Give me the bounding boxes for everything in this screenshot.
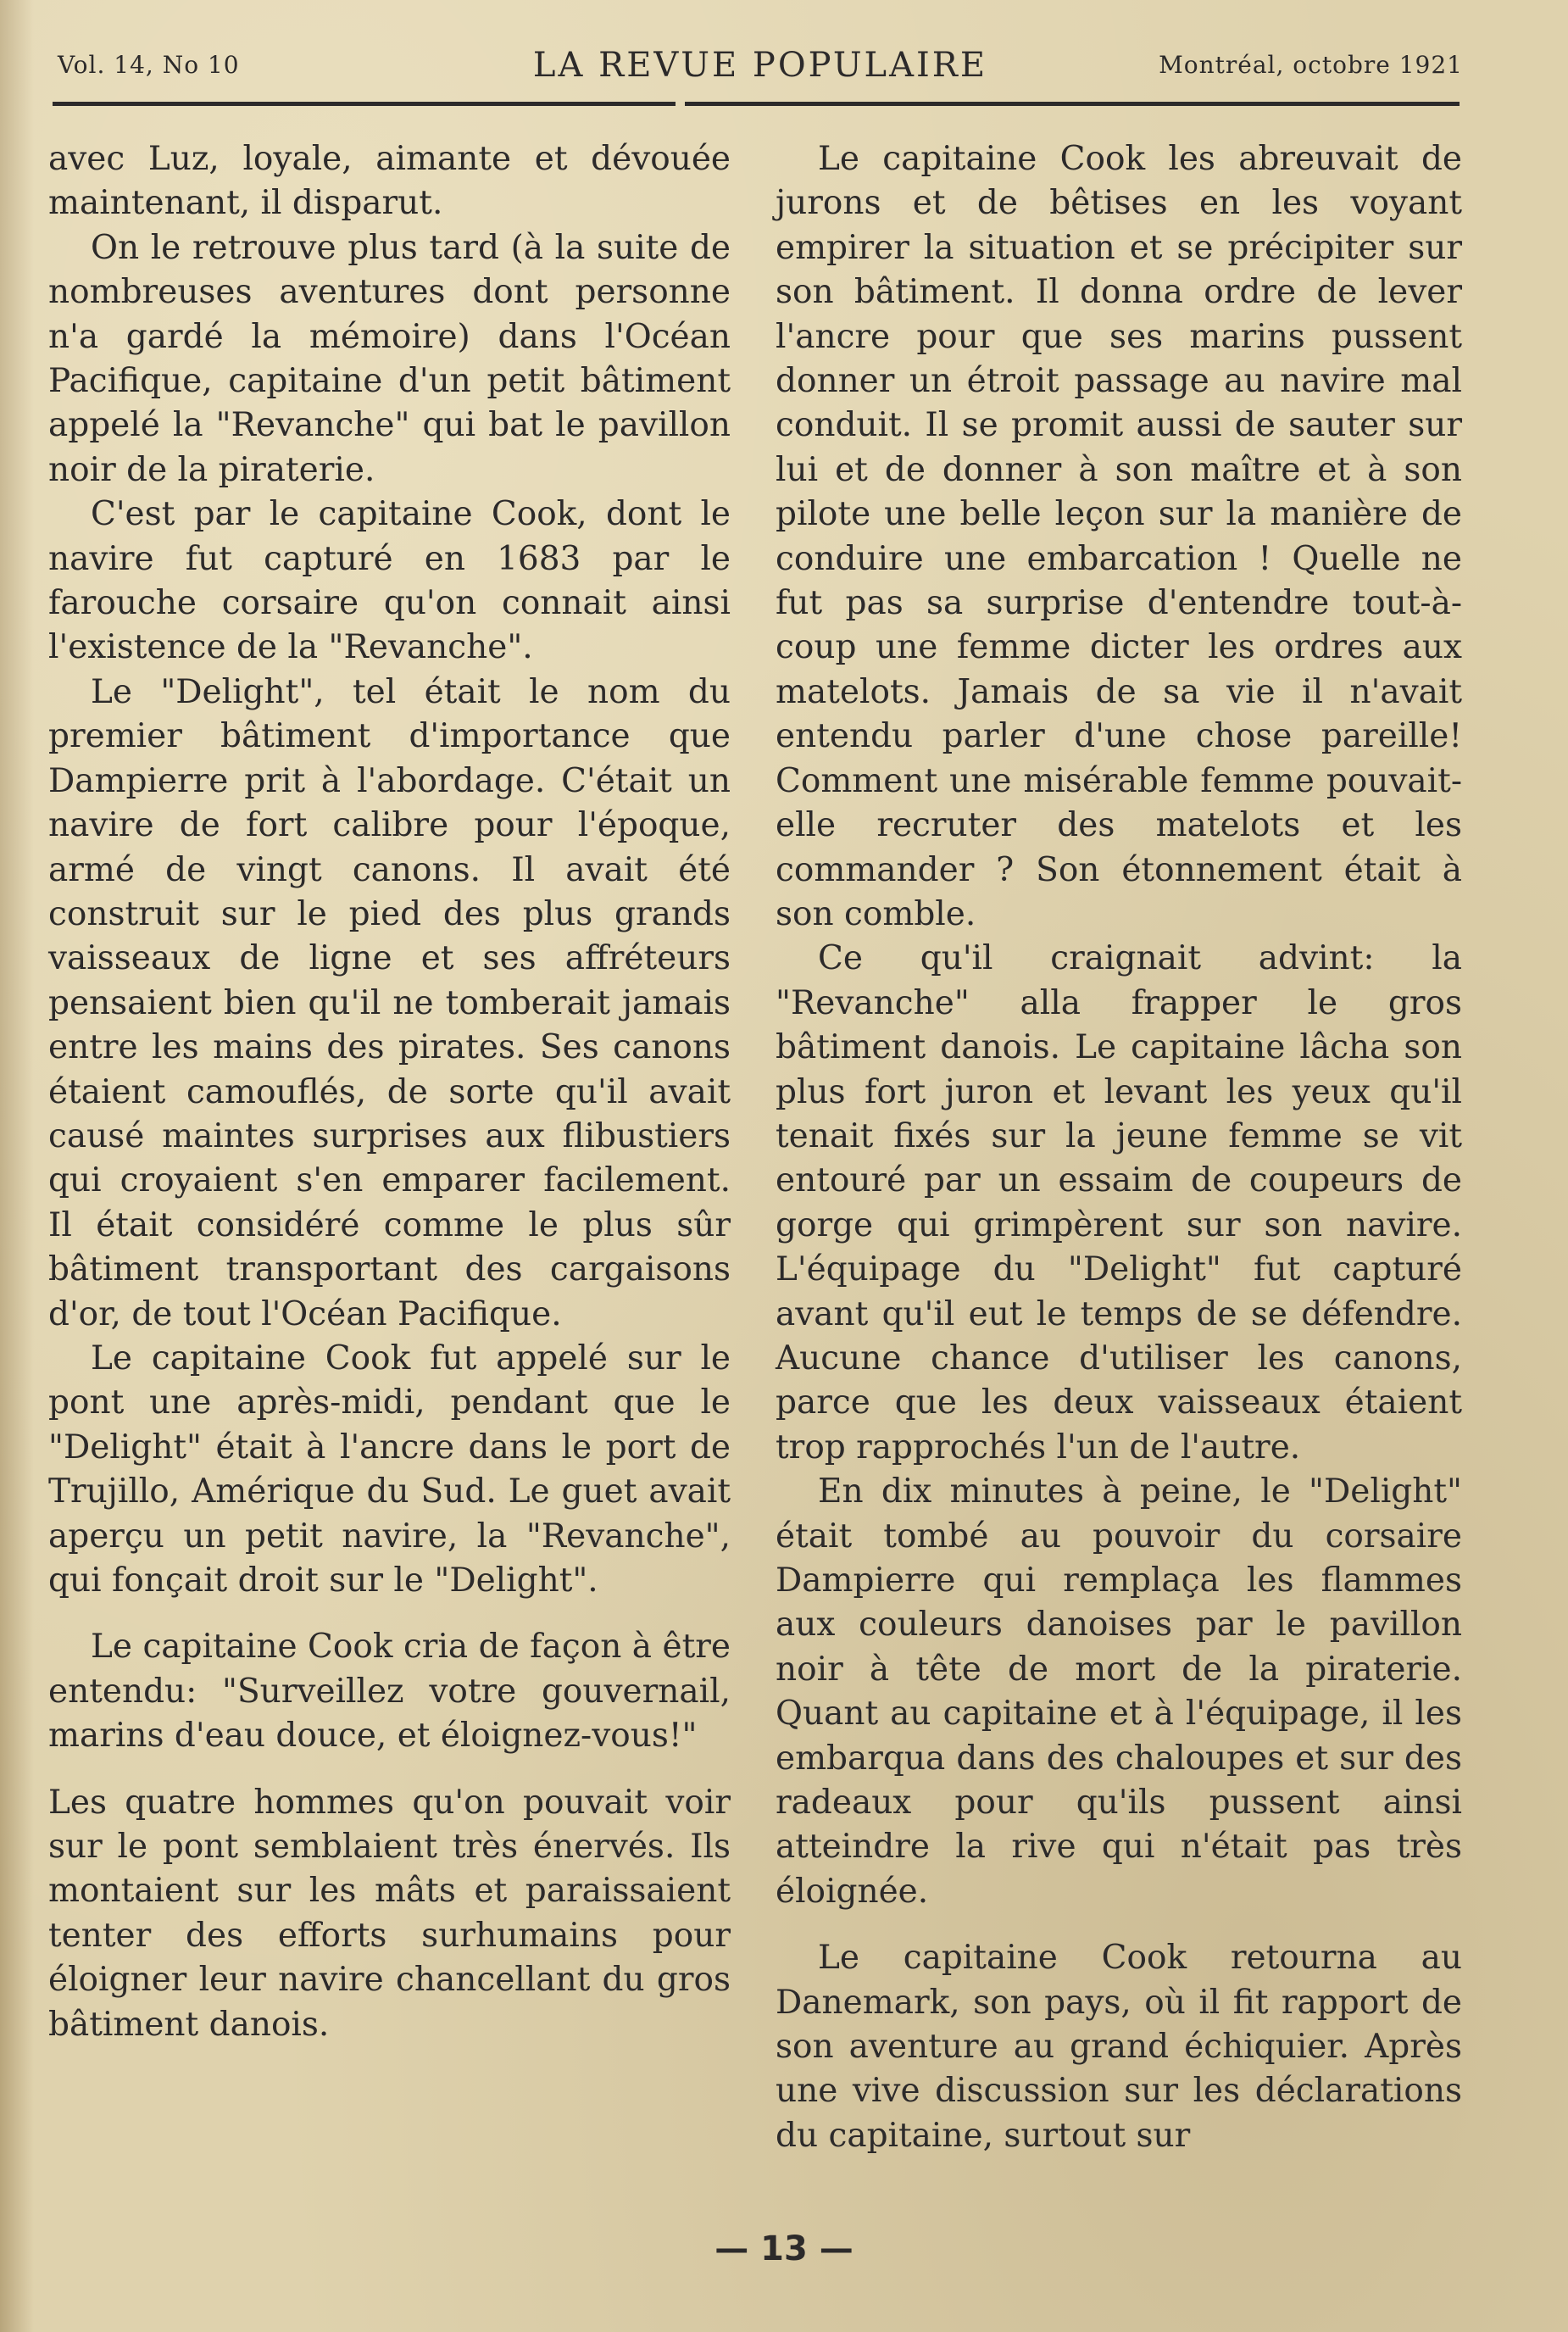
publication-title: LA REVUE POPULAIRE xyxy=(532,46,988,85)
paragraph: Le capitaine Cook cria de façon à être entendu: "Surveillez votre gouvernail, marins d'eau douce, et éloignez-vous!" xyxy=(48,1628,731,1756)
paragraph: Le "Delight", tel était le nom du premier bâtiment d'importance que Dampierre prit à l'abordage. C'était un navire de fort calibre pour l'époque, armé de vingt canons. Il avait été construit sur le pied des plus grands vaisseaux de ligne et ses affréteurs pensaient bien qu'il ne tomberait jamais entre les mains des pirates. Ses canons étaient camouflés, de sorte qu'il avait causé maintes surprises aux flibustiers qui croyaient s'en emparer facilement. Il était considéré comme le plus sûr bâtiment transportant des cargaisons d'or, de tout l'Océan Pacifique. xyxy=(48,672,731,1333)
paragraph: Le capitaine Cook les abreuvait de jurons et de bêtises en les voyant empirer la situation et se précipiter sur son bâtiment. Il donna ordre de lever l'ancre pour que ses marins pussent donner un étroit passage au navire mal conduit. Il se promit aussi de sauter sur lui et de donner à son maître et à son pilote une belle leçon sur la manière de conduire une embarcation ! Quelle ne fut pas sa surprise d'entendre tout-à-coup une femme dicter les ordres aux matelots. Jamais de sa vie il n'avait entendu parler d'une chose pareille! Comment une misérable femme pouvait-elle recruter des matelots et les commander ? Son étonnement était à son comble. xyxy=(776,140,1462,933)
paragraph: Ce qu'il craignait advint: la "Revanche" alla frapper le gros bâtiment danois. Le capitaine lâcha son plus fort juron et levant les yeux qu'il tenait fixés sur la jeune femme se vit entouré par un essaim de coupeurs de gorge qui grimpèrent sur son navire. L'équipage du "Delight" fut capturé avant qu'il eut le temps de se défendre. Aucune chance d'utiliser les canons, parce que les deux vaisseaux étaient trop rapprochés l'un de l'autre. xyxy=(776,939,1462,1467)
paragraph: C'est par le capitaine Cook, dont le navire fut capturé en 1683 par le farouche corsaire qu'on connait ainsi l'existence de la "Revanche". xyxy=(48,495,731,667)
paragraph: On le retrouve plus tard (à la suite de nombreuses aventures dont personne n'a gardé la mémoire) dans l'Océan Pacifique, capitaine d'un petit bâtiment appelé la "Revanche" qui bat le pavillon noir de la piraterie. xyxy=(48,228,731,489)
paragraph: Le capitaine Cook fut appelé sur le pont une après-midi, pendant que le "Delight" était à l'ancre dans le port de Trujillo, Amérique du Sud. Le guet avait aperçu un petit navire, la "Revanche", qui fonçait droit sur le "Delight". xyxy=(48,1339,731,1600)
paragraph: avec Luz, loyale, aimante et dévouée maintenant, il disparut. xyxy=(48,140,731,223)
volume-number: Vol. 14, No 10 xyxy=(58,51,240,79)
left-text-column xyxy=(48,137,731,2047)
paragraph: En dix minutes à peine, le "Delight" était tombé au pouvoir du corsaire Dampierre qui remplaça les flammes aux couleurs danoises par le pavillon noir à tête de mort de la piraterie. Quant au capitaine et à l'équipage, il les embarqua dans des chaloupes et sur des radeaux pour qu'ils pussent ainsi atteindre la rive qui n'était pas très éloignée. xyxy=(776,1472,1462,1911)
header-rule-left xyxy=(53,102,676,106)
running-header xyxy=(58,44,1463,95)
paragraph: Les quatre hommes qu'on pouvait voir sur le pont semblaient très énervés. Ils montaient sur les mâts et paraissaient tenter des efforts surhumains pour éloigner leur navire chancellant du gros bâtiment danois. xyxy=(48,1783,731,2044)
page-number: — 13 — xyxy=(714,2229,854,2268)
paragraph: Le capitaine Cook retourna au Danemark, son pays, où il fit rapport de son aventure au grand échiquier. Après une vive discussion sur les déclarations du capitaine, surtout sur xyxy=(776,1939,1462,2155)
right-text-column xyxy=(776,137,1462,2158)
header-rule-right xyxy=(685,102,1460,106)
issue-date: Montréal, octobre 1921 xyxy=(1159,51,1463,79)
